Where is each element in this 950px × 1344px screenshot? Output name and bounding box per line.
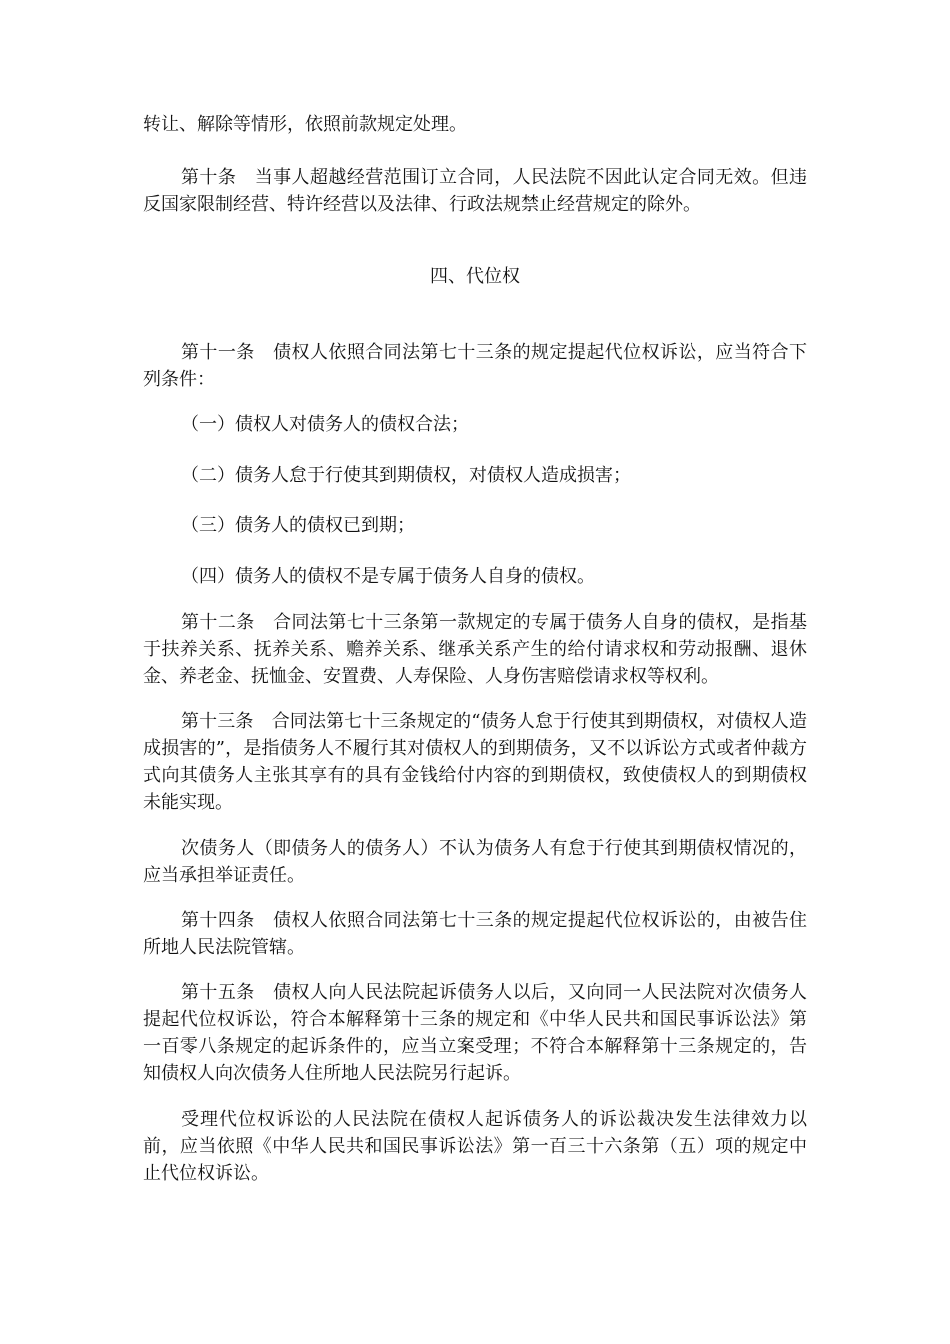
article-15: 第十五条 债权人向人民法院起诉债务人以后，又向同一人民法院对次债务人提起代位权诉讼，符合本解释第十三条的规定和《中华人民共和国民事诉讼法》第一百零八条规定的起诉条件的，应当立案受理；不符合本解释第十三条规定的，告知债权人向次债务人住所地人民法院另行起诉。 <box>143 982 807 1084</box>
article-13: 第十三条 合同法第七十三条规定的“债务人怠于行使其到期债权，对债权人造成损害的”，是指债务人不履行其对债权人的到期债务，又不以诉讼方式或者仲裁方式向其债务人主张其享有的具有金钱给付内容的到期债权，致使债权人的到期债权未能实现。 <box>143 711 807 813</box>
article-14: 第十四条 债权人依照合同法第七十三条的规定提起代位权诉讼的，由被告住所地人民法院管辖。 <box>143 910 807 958</box>
article-11: 第十一条 债权人依照合同法第七十三条的规定提起代位权诉讼，应当符合下列条件： <box>143 342 807 390</box>
paragraph-continuation: 转让、解除等情形，依照前款规定处理。 <box>143 114 467 135</box>
section-heading: 四、代位权 <box>430 266 520 287</box>
list-item-1: （一）债权人对债务人的债权合法； <box>181 414 469 435</box>
article-10: 第十条 当事人超越经营范围订立合同，人民法院不因此认定合同无效。但违反国家限制经营、特许经营以及法律、行政法规禁止经营规定的除外。 <box>143 167 807 215</box>
list-item-2: （二）债务人怠于行使其到期债权，对债权人造成损害； <box>181 465 631 486</box>
article-12: 第十二条 合同法第七十三条第一款规定的专属于债务人自身的债权，是指基于扶养关系、抚养关系、赡养关系、继承关系产生的给付请求权和劳动报酬、退休金、养老金、抚恤金、安置费、人寿保险、人身伤害赔偿请求权等权利。 <box>143 612 807 687</box>
article-13-paragraph-2: 次债务人（即债务人的债务人）不认为债务人有怠于行使其到期债权情况的，应当承担举证责任。 <box>143 838 807 886</box>
list-item-3: （三）债务人的债权已到期； <box>181 515 415 536</box>
article-15-paragraph-2: 受理代位权诉讼的人民法院在债权人起诉债务人的诉讼裁决发生法律效力以前，应当依照《中华人民共和国民事诉讼法》第一百三十六条第（五）项的规定中止代位权诉讼。 <box>143 1109 807 1184</box>
list-item-4: （四）债务人的债权不是专属于债务人自身的债权。 <box>181 566 595 587</box>
